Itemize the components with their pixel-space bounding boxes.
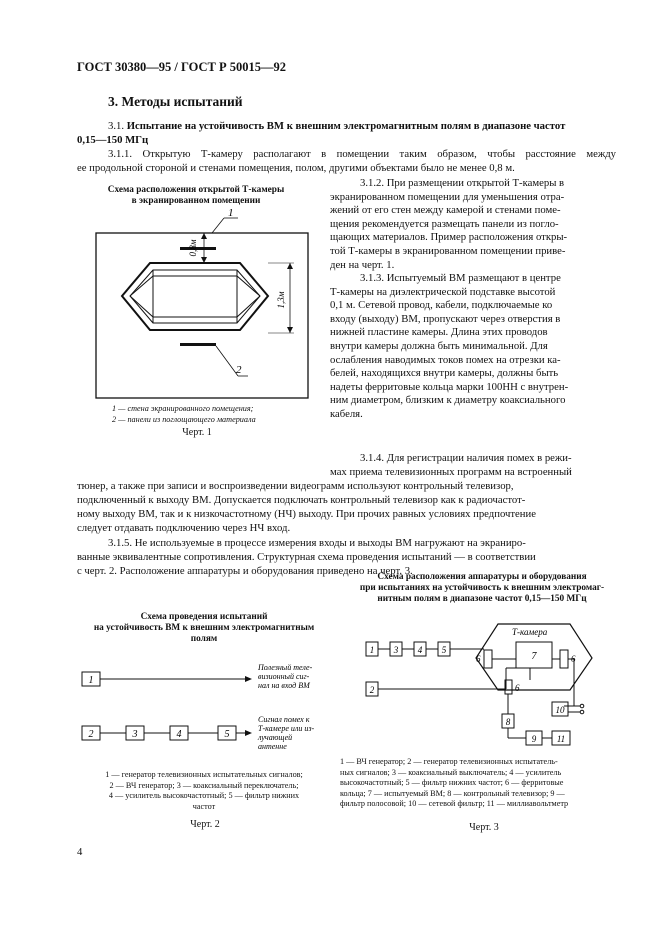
figure-1-title-line2: в экранированном помещении [131,196,261,206]
figure-1-caption: Черт. 1 [182,427,212,438]
p-3-1-2-line: жений от его стен между камерой и стенами поме- [330,204,561,217]
figure-2-legend-line: частот [192,801,216,811]
label-2: 2 [236,364,242,376]
paragraph-3-1-4-line2: мах приема телевизионных программ на встроенный [330,466,572,478]
ferrite-ring-right [560,650,568,668]
paragraph-3-1-5-line3: с черт. 2. Расположение аппаратуры и оборудования приведено на черт. 3. [77,565,413,577]
note-2-line3: лучающей [258,733,293,742]
figure-3-legend [340,757,624,810]
figure-1-legend [112,404,256,425]
note-2-line1: Сигнал помех к [258,715,310,724]
note-2-line2: Т-камере или из- [258,724,315,733]
figure-1-legend-2: 2 — панели из поглощающего материала [112,414,256,424]
ferrite-ring-left [484,650,492,668]
block-1-label: 1 [88,675,94,686]
figure-2-legend-line: 1 — генератор телевизионных испытательных сигналов; [105,770,303,779]
note-1-line2: визионный сиг- [258,672,310,681]
p-3-1-2-line: щения рекомендуется размещать панели из погло- [330,217,559,230]
dimension-0-8-label: 0,8м [188,239,198,257]
p-3-1-2-line: ден на черт. 1. [330,258,395,271]
p-3-1-2-line: щающих материалов. Пример расположения откры- [330,231,568,244]
p-3-1-3-line: входу (выходу) ВМ, пропускают через отверстия в [330,312,561,325]
figure-2-legend-line: 2 — ВЧ генератор; 3 — коаксиальный переключатель; [109,780,299,790]
p-3-1-3-line: нижней пластине камеры. Длина этих проводов [330,326,548,339]
t-camera-outline [122,263,268,330]
figure-1-drawing [90,208,320,400]
figure-3-caption: Черт. 3 [469,822,499,833]
p-3-1-3-line: кабеля. [330,407,363,420]
figure-2-legend [78,770,330,812]
p-3-1-3-line: внутри камеры должна быть минимальной. Для [330,339,548,352]
figure-3-title-line3: нитным полям в диапазоне частот 0,15—150 МГц [377,594,587,604]
ferrite-bottom-label: 6 [515,683,520,693]
paragraph-3-1-1-line1: 3.1.1. Открытую Т-камеру располагают в помещении таким образом, чтобы расстояние между [108,148,616,160]
figure-2-drawing [78,660,330,760]
paragraph-3-1-2 [330,177,616,272]
block-8-label: 8 [505,717,511,727]
note-2-line4: антенне [258,742,287,751]
p-3-1-title-cont: 0,15—150 МГц [77,134,149,146]
block-5-label: 5 [441,645,447,655]
figure-2-title-line1: Схема проведения испытаний [140,612,268,622]
figure-2-caption: Черт. 2 [190,819,220,830]
figure-2-title [80,612,328,645]
leader-line-2 [216,346,238,376]
arrow-head [287,263,293,269]
paragraph-3-1-5-line2: ванные эквивалентные сопротивления. Структурная схема проведения испытаний — в соответствии [77,551,536,563]
arrow-head [287,327,293,333]
figure-3-title-line1: Схема расположения аппаратуры и оборудования [377,572,587,582]
block-10-label: 10 [555,705,565,715]
dimension-1-3-label: 1,3м [276,291,286,309]
p-3-1-title: Испытание на устойчивость ВМ к внешним электромагнитным полям в диапазоне частот [126,120,566,132]
block-3-label: 3 [393,645,399,655]
taper-line [237,276,260,296]
t-camera-label: Т-камера [512,627,548,637]
absorber-panel [180,343,216,346]
p-3-1-3-line: надеты ферритовые кольца марки 100НН с внутрен- [330,380,569,393]
p-3-1-3-line: белей, находящихся внутри камеры, должны быть [330,367,559,380]
paragraph-3-1-4-line1: 3.1.4. Для регистрации наличия помех в режи- [360,452,572,464]
figure-1-legend-1: 1 — стена экранированного помещения; [112,404,254,413]
figure-3-legend-line: ных сигналов; 3 — коаксиальный выключатель; 4 — усилитель [340,767,562,777]
figure-3-legend-line: фильтр полосовой; 10 — сетевой фильтр; 11 — миллиавольтметр [340,799,569,808]
ferrite-left-label: 6 [476,654,481,664]
terminal [580,704,584,708]
block-2-label: 2 [88,729,94,740]
p-3-1-3-line: ослабления наводимых токов помех на отрезки ка- [330,353,561,366]
block-11-label: 11 [556,734,566,744]
figure-3-drawing [360,618,620,748]
block-4-label: 4 [176,729,182,740]
paragraph-3-1-4-line5: ному выходу ВМ, так и к низкочастотному (НЧ) выходу. При прочих равных условиях предпочтение [77,508,536,520]
paragraph-3-1-4-line4: подключенный к выходу ВМ. Допускается подключать контрольный телевизор как к радиочастот- [77,494,526,506]
p-3-1-2-line: 3.1.2. При размещении открытой Т-камеры в [360,177,565,189]
arrow-head [201,233,207,239]
label-1: 1 [228,208,234,219]
terminal [580,710,584,714]
leader-line-1 [212,218,224,233]
dut-label: 7 [531,651,537,662]
paragraph-3-1-5-line1: 3.1.5. Не используемые в процессе измерения входы и выходы ВМ нагружают на экраниро- [108,537,526,549]
figure-3-legend-line: 1 — ВЧ генератор; 2 — генератор телевизионных испытатель- [340,757,558,766]
block-1-label: 1 [369,645,375,655]
note-1-line1: Полезный теле- [258,663,313,672]
figure-3-title-line2: при испытаниях на устойчивость к внешним электромаг- [359,583,605,593]
p-3-1-3-line: 3.1.3. Испытуемый ВМ размещают в центре [360,272,561,284]
taper-line [237,296,260,317]
note-1-line3: нал на вход ВМ [258,681,310,690]
block-5-label: 5 [224,729,230,740]
paragraph-3-1 [108,120,614,134]
p-3-1-3-line: 0,1 м. Сетевой провод, кабели, подключаемые ко [330,299,553,312]
figure-2-title-line3: полям [190,634,218,644]
figure-3-legend-line: кольца; 7 — испытуемый ВМ; 8 — контрольный телевизор; 9 — [340,788,565,798]
standard-header: ГОСТ 30380—95 / ГОСТ Р 50015—92 [77,60,286,74]
block-2-label: 2 [369,685,375,695]
block-9-label: 9 [531,734,537,744]
page-number: 4 [77,846,83,858]
absorber-panel [180,247,216,250]
paragraph-3-1-4-line3: тюнер, а также при записи и воспроизведении видеограмм используют контрольный телевизор, [77,480,514,492]
figure-2-legend-line: 4 — усилитель высокочастотный; 5 — фильтр нижних [108,791,300,800]
t-camera-inner [130,270,260,323]
paragraph-3-1-1-line2: ее продольной стороной и стенами помещения, полом, другими объектами было не менее 0,8 м. [77,162,515,174]
figure-2-title-line2: на устойчивость ВМ к внешним электромагнитным [93,623,315,633]
block-3-label: 3 [132,729,138,740]
arrow-head [245,730,252,736]
arrow-head [245,676,252,682]
paragraph-3-1-4-line6: следует отдавать подключению через НЧ вход. [77,522,291,534]
p-3-1-number: 3.1. [108,120,125,132]
paragraph-3-1-3 [330,272,616,422]
ferrite-right-label: 6 [571,654,576,664]
p-3-1-3-line: Т-камеры на диэлектрической подставке высотой [330,285,556,298]
figure-1-title-line1: Схема расположения открытой Т-камеры [107,185,285,195]
taper-line [130,296,153,317]
section-title: 3. Методы испытаний [108,94,243,109]
figure-3-title [340,572,624,605]
figure-1-title [77,185,315,207]
taper-line [130,276,153,296]
p-3-1-3-line: ним диаметром, близким к диаметру коаксиального [330,394,566,407]
figure-3-legend-line: высокочастотный; 5 — фильтр нижних частот; 6 — ферритовые [340,778,564,787]
p-3-1-2-line: той Т-камеры в экранированном помещении приве- [330,244,566,257]
p-3-1-2-line: экранированном помещении для уменьшения отра- [330,190,565,203]
block-4-label: 4 [417,645,423,655]
